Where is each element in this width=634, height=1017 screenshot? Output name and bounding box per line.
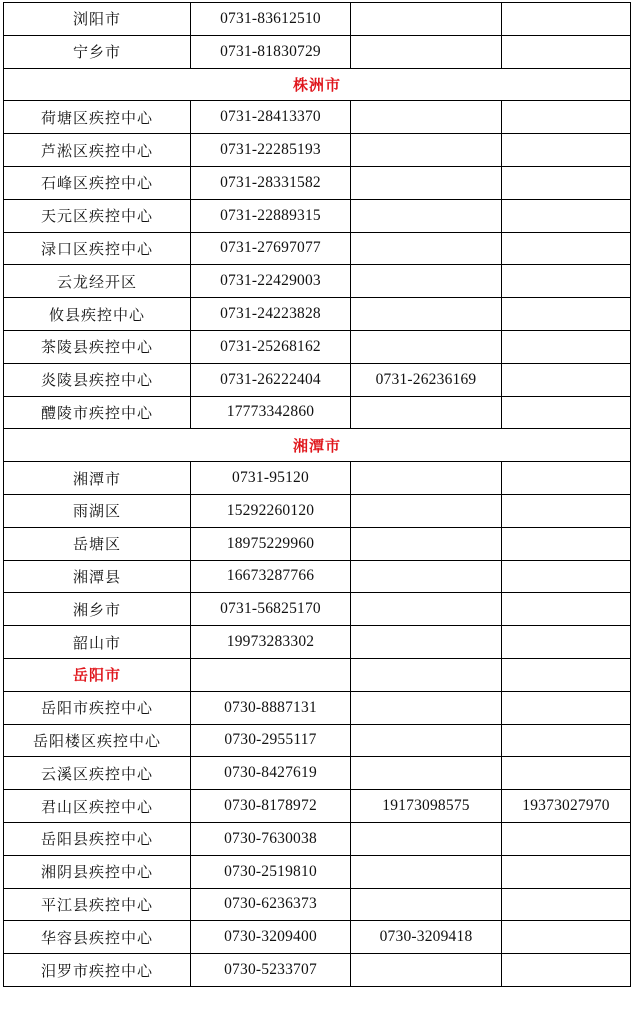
phone-secondary xyxy=(351,626,502,659)
phone-primary: 0731-83612510 xyxy=(191,3,351,36)
phone-tertiary xyxy=(502,199,631,232)
unit-name: 岳阳楼区疾控中心 xyxy=(4,724,191,757)
phone-tertiary xyxy=(502,626,631,659)
phone-secondary xyxy=(351,757,502,790)
table-row xyxy=(4,396,631,429)
unit-name: 醴陵市疾控中心 xyxy=(4,396,191,429)
phone-primary: 19973283302 xyxy=(191,626,351,659)
empty-cell xyxy=(191,658,351,691)
phone-secondary xyxy=(351,298,502,331)
table-row xyxy=(4,363,631,396)
phone-tertiary xyxy=(502,724,631,757)
unit-name: 平江县疾控中心 xyxy=(4,888,191,921)
unit-name: 石峰区疾控中心 xyxy=(4,166,191,199)
table-row xyxy=(4,691,631,724)
phone-primary: 0730-3209400 xyxy=(191,921,351,954)
phone-secondary xyxy=(351,462,502,495)
phone-tertiary xyxy=(502,101,631,134)
phone-tertiary xyxy=(502,888,631,921)
phone-secondary: 0731-26236169 xyxy=(351,363,502,396)
phone-primary: 0731-95120 xyxy=(191,462,351,495)
unit-name: 云龙经开区 xyxy=(4,265,191,298)
unit-name: 汨罗市疾控中心 xyxy=(4,954,191,987)
phone-primary: 0731-27697077 xyxy=(191,232,351,265)
unit-name: 君山区疾控中心 xyxy=(4,790,191,823)
phone-secondary xyxy=(351,888,502,921)
phone-secondary xyxy=(351,691,502,724)
phone-tertiary xyxy=(502,757,631,790)
phone-tertiary xyxy=(502,396,631,429)
phone-tertiary xyxy=(502,462,631,495)
table-row xyxy=(4,757,631,790)
phone-tertiary xyxy=(502,265,631,298)
city-heading-row xyxy=(4,658,631,691)
phone-secondary: 19173098575 xyxy=(351,790,502,823)
phone-primary: 0731-24223828 xyxy=(191,298,351,331)
phone-primary: 0730-8178972 xyxy=(191,790,351,823)
city-heading: 岳阳市 xyxy=(4,658,191,691)
unit-name: 攸县疾控中心 xyxy=(4,298,191,331)
phone-secondary xyxy=(351,330,502,363)
city-heading: 湘潭市 xyxy=(4,429,631,462)
unit-name: 浏阳市 xyxy=(4,3,191,36)
phone-primary: 0730-2955117 xyxy=(191,724,351,757)
unit-name: 湘阴县疾控中心 xyxy=(4,855,191,888)
phone-tertiary xyxy=(502,166,631,199)
phone-primary: 0731-28331582 xyxy=(191,166,351,199)
phone-tertiary xyxy=(502,527,631,560)
phone-primary: 16673287766 xyxy=(191,560,351,593)
unit-name: 华容县疾控中心 xyxy=(4,921,191,954)
phone-primary: 0730-7630038 xyxy=(191,822,351,855)
phone-primary: 0731-26222404 xyxy=(191,363,351,396)
phone-primary: 0731-22429003 xyxy=(191,265,351,298)
empty-cell xyxy=(351,658,502,691)
empty-cell xyxy=(502,658,631,691)
phone-secondary xyxy=(351,527,502,560)
phone-primary: 0731-22889315 xyxy=(191,199,351,232)
phone-tertiary xyxy=(502,330,631,363)
phone-primary: 17773342860 xyxy=(191,396,351,429)
phone-tertiary xyxy=(502,3,631,36)
phone-primary: 0731-22285193 xyxy=(191,134,351,167)
table-row xyxy=(4,199,631,232)
phone-primary: 18975229960 xyxy=(191,527,351,560)
table-row xyxy=(4,822,631,855)
table-body xyxy=(4,3,631,987)
phone-secondary xyxy=(351,35,502,68)
unit-name: 荷塘区疾控中心 xyxy=(4,101,191,134)
unit-name: 天元区疾控中心 xyxy=(4,199,191,232)
phone-secondary xyxy=(351,265,502,298)
unit-name: 岳阳县疾控中心 xyxy=(4,822,191,855)
unit-name: 雨湖区 xyxy=(4,494,191,527)
phone-tertiary xyxy=(502,954,631,987)
unit-name: 宁乡市 xyxy=(4,35,191,68)
unit-name: 岳塘区 xyxy=(4,527,191,560)
phone-primary: 0731-25268162 xyxy=(191,330,351,363)
table-row xyxy=(4,3,631,36)
table-row xyxy=(4,724,631,757)
phone-secondary xyxy=(351,199,502,232)
phone-tertiary xyxy=(502,855,631,888)
phone-secondary xyxy=(351,494,502,527)
phone-primary: 0730-5233707 xyxy=(191,954,351,987)
phone-secondary: 0730-3209418 xyxy=(351,921,502,954)
phone-tertiary xyxy=(502,363,631,396)
phone-tertiary xyxy=(502,560,631,593)
phone-tertiary xyxy=(502,134,631,167)
city-heading-row xyxy=(4,429,631,462)
unit-name: 湘潭市 xyxy=(4,462,191,495)
phone-primary: 0730-8887131 xyxy=(191,691,351,724)
city-heading: 株洲市 xyxy=(4,68,631,101)
table-row xyxy=(4,921,631,954)
phone-secondary xyxy=(351,822,502,855)
unit-name: 湘乡市 xyxy=(4,593,191,626)
unit-name: 炎陵县疾控中心 xyxy=(4,363,191,396)
phone-secondary xyxy=(351,724,502,757)
phone-primary: 0731-28413370 xyxy=(191,101,351,134)
phone-secondary xyxy=(351,396,502,429)
phone-tertiary xyxy=(502,494,631,527)
phone-secondary xyxy=(351,101,502,134)
phone-secondary xyxy=(351,855,502,888)
table-row xyxy=(4,560,631,593)
unit-name: 芦淞区疾控中心 xyxy=(4,134,191,167)
table-row xyxy=(4,855,631,888)
table-row xyxy=(4,527,631,560)
table-row xyxy=(4,888,631,921)
phone-tertiary xyxy=(502,35,631,68)
phone-secondary xyxy=(351,232,502,265)
phone-primary: 0730-2519810 xyxy=(191,855,351,888)
city-heading-row xyxy=(4,68,631,101)
phone-secondary xyxy=(351,593,502,626)
table-row xyxy=(4,330,631,363)
table-row xyxy=(4,35,631,68)
phone-primary: 0731-56825170 xyxy=(191,593,351,626)
table-row xyxy=(4,462,631,495)
table-row xyxy=(4,134,631,167)
table-row xyxy=(4,790,631,823)
phone-tertiary xyxy=(502,921,631,954)
unit-name: 茶陵县疾控中心 xyxy=(4,330,191,363)
table-row xyxy=(4,494,631,527)
phone-tertiary xyxy=(502,298,631,331)
phone-primary: 0730-8427619 xyxy=(191,757,351,790)
phone-secondary xyxy=(351,134,502,167)
unit-name: 渌口区疾控中心 xyxy=(4,232,191,265)
contact-table xyxy=(3,2,631,987)
phone-tertiary xyxy=(502,232,631,265)
phone-secondary xyxy=(351,166,502,199)
unit-name: 云溪区疾控中心 xyxy=(4,757,191,790)
unit-name: 湘潭县 xyxy=(4,560,191,593)
phone-secondary xyxy=(351,954,502,987)
phone-tertiary xyxy=(502,691,631,724)
phone-primary: 15292260120 xyxy=(191,494,351,527)
table-row xyxy=(4,265,631,298)
unit-name: 韶山市 xyxy=(4,626,191,659)
phone-secondary xyxy=(351,3,502,36)
phone-secondary xyxy=(351,560,502,593)
table-row xyxy=(4,954,631,987)
phone-tertiary xyxy=(502,593,631,626)
table-row xyxy=(4,593,631,626)
table-row xyxy=(4,232,631,265)
unit-name: 岳阳市疾控中心 xyxy=(4,691,191,724)
table-row xyxy=(4,298,631,331)
table-row xyxy=(4,101,631,134)
phone-tertiary xyxy=(502,822,631,855)
phone-primary: 0731-81830729 xyxy=(191,35,351,68)
phone-primary: 0730-6236373 xyxy=(191,888,351,921)
table-row xyxy=(4,166,631,199)
phone-tertiary: 19373027970 xyxy=(502,790,631,823)
table-row xyxy=(4,626,631,659)
